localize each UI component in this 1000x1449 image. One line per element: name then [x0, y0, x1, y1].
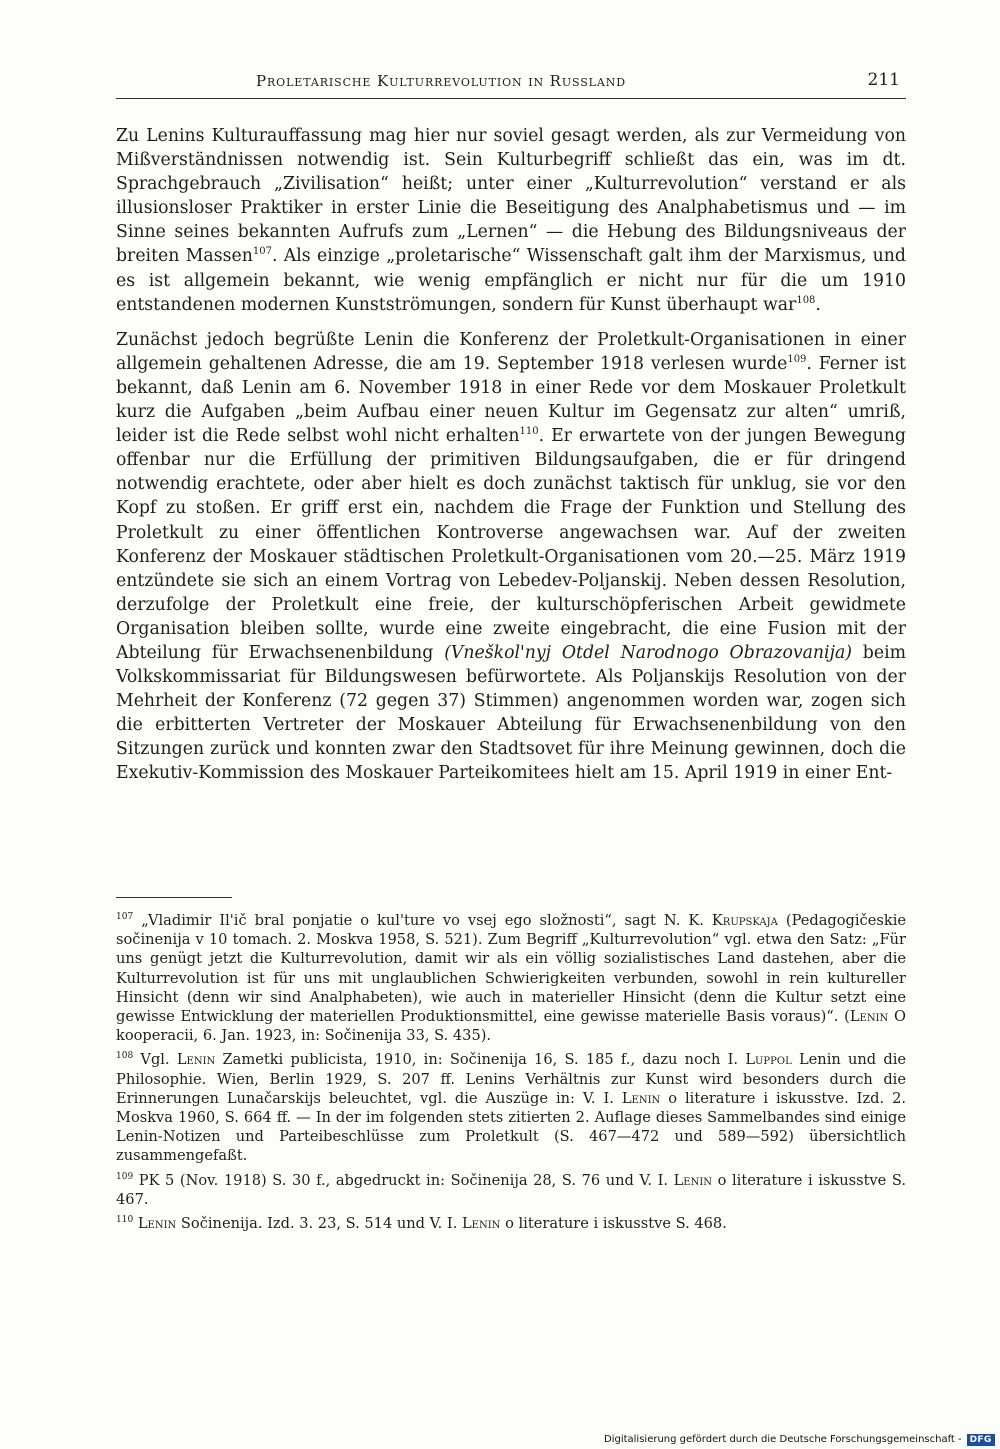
text-run: . Er erwartete von der jungen Bewegung offenbar nur die Erfüllung der primitiven Bildungsaufgaben, die er für dringend notwendig erachtete, oder aber hielt es doch zunächst taktisch für unklug, sie vor den Kopf zu stoßen. Er griff erst ein, nachdem die Frage der Funktion und Stellung des Proletkult zu einer öffentlichen Kontroverse angewachsen war. Auf der zweiten Konferenz der Moskauer städtischen Proletkult-Organisationen vom 20.—25. März 1919 entzündete sie sich an einem Vortrag von Lebedev-Poljanskij. Neben dessen Resolution, derzufolge der Proletkult eine freie, der kulturschöpferischen Arbeit gewidmete Organisation bleiben sollte, wurde eine zweite eingebracht, die eine Fusion mit der Abteilung für Erwachsenenbildung: [116, 426, 906, 663]
text-run: „Vladimir Il'ič bral ponjatie o kul'ture vo vsej ego složnosti“, sagt N. K.: [141, 912, 712, 929]
footer-text: Digitalisierung gefördert durch die Deutsche Forschungsgemeinschaft -: [604, 1434, 962, 1445]
text-run: .: [815, 294, 821, 315]
page-header: [116, 70, 906, 99]
author-name: Lenin: [849, 1008, 889, 1026]
footnote-number: 107: [116, 912, 134, 922]
paragraph: [116, 124, 906, 317]
digitization-footer: [604, 1432, 995, 1447]
text-run: (Pedagogičeskie sočinenija v 10 tomach. 2. Moskva 1958, S. 521). Zum Begriff „Kulturrevolution“ vgl. etwa den Satz: „Für uns genügt jetzt die Kulturrevolution, damit wir als ein völlig sozialistisches Land dastehen, aber die Kulturrevolution ist für uns mit unglaublichen Schwierigkeiten verbunden, sowohl in rein kultureller Hinsicht (denn wir sind Analphabeten), wie auch in materieller Hinsicht (denn die Kultur setzt eine gewisse Entwicklung der materiellen Produktionsmittel, eine gewisse materielle Basis voraus)“. (: [116, 912, 906, 1026]
author-name: Lenin: [137, 1215, 177, 1233]
footnote-number: 110: [116, 1215, 134, 1226]
text-run: . Als einzige „proletarische“ Wissenschaft galt ihm der Marxismus, und es ist allgemein bekannt, wie wenig empfänglich er nicht nur für die um 1910 entstandenen modernen Kunstströmungen, sondern für Kunst überhaupt war: [116, 246, 906, 315]
text-run: O kooperacii, 6. Jan. 1923, in: Sočinenija 33, S. 435).: [116, 1008, 906, 1045]
text-run: beim Volkskommissariat für Bildungswesen befürwortete. Als Poljanskijs Resolution von der Mehrheit der Konferenz (72 gegen 37) Stimmen) angenommen worden war, zogen sich die erbitterten Vertreter der Moskauer Abteilung für Erwachsenenbildung von den Sitzungen zurück und konnten zwar den Stadtsovet für ihre Meinung gewinnen, doch die Exekutiv-Kommission des Moskauer Parteikomitees hielt am 15. April 1919 in einer Ent-: [116, 642, 907, 784]
footnote-ref: 110: [519, 426, 539, 438]
dfg-logo: DFG: [967, 1434, 995, 1446]
author-name: Lenin: [176, 1051, 216, 1069]
text-run: Zu Lenins Kulturauffassung mag hier nur soviel gesagt werden, als zur Vermeidung von Mißverständnissen notwendig ist. Sein Kulturbegriff schließt das ein, was im dt. Sprachgebrauch „Zivilisation“ heißt; unter einer „Kulturrevolution“ verstand er als illusionsloser Praktiker in erster Linie die Beseitigung des Analphabetismus und — im Sinne seines bekannten Aufrufs zum „Lernen“ — die Hebung des Bildungsniveaus der breiten Massen: [116, 126, 906, 267]
author-name: Lenin: [621, 1089, 661, 1107]
footnote-ref: 109: [787, 353, 807, 365]
paragraph: [116, 328, 906, 786]
author-name: Luppol: [745, 1051, 792, 1069]
footnote: [116, 1050, 906, 1165]
author-name: Lenin: [673, 1171, 713, 1189]
body-text: [116, 124, 906, 797]
text-run: Zametki publicista, 1910, in: Sočinenija 16, S. 185 f., dazu noch I.: [215, 1051, 746, 1069]
footnote-divider: [116, 897, 232, 898]
footnote: [116, 911, 906, 1045]
text-run: o literature i iskusstve. Izd. 2. Moskva 1960, S. 664 ff. — In der im folgenden stets zitierten 2. Auflage dieses Sammelbandes sind einige Lenin-Notizen und Parteibeschlüsse zum Proletkult (S. 467—472 und 589—592) übersichtlich zusammengefaßt.: [116, 1089, 906, 1165]
running-title: Proletarische Kulturrevolution in Russland: [256, 72, 626, 90]
author-name: Lenin: [461, 1215, 501, 1233]
text-run: o literature i iskusstve S. 467.: [116, 1171, 906, 1208]
footnote-number: 108: [116, 1051, 134, 1062]
italic-term: (Vneškol'nyj Otdel Narodnogo Obrazovanija): [444, 642, 852, 663]
footnote: [116, 1214, 906, 1233]
footnote-number: 109: [116, 1171, 134, 1182]
text-run: Zunächst jedoch begrüßte Lenin die Konferenz der Proletkult-Organisationen in einer allgemein gehaltenen Adresse, die am 19. September 1918 verlesen wurde: [116, 329, 906, 374]
page-number: 211: [867, 70, 900, 90]
text-run: PK 5 (Nov. 1918) S. 30 f., abgedruckt in: Sočinenija 28, S. 76 und V. I.: [138, 1171, 674, 1189]
footnote: [116, 1171, 906, 1209]
author-name: Krupskaja: [711, 912, 778, 929]
footnotes: [116, 911, 906, 1238]
text-run: Vgl.: [140, 1051, 177, 1069]
text-run: Lenin und die Philosophie. Wien, Berlin 1929, S. 207 ff. Lenins Verhältnis zur Kunst wird besonders durch die Erinnerungen Lunačarskijs beleuchtet, vgl. die Auszüge in: V. I.: [116, 1051, 907, 1107]
text-run: . Ferner ist bekannt, daß Lenin am 6. November 1918 in einer Rede vor dem Moskauer Proletkult kurz die Aufgaben „beim Aufbau einer neuen Kultur im Gegensatz zur alten“ umriß, leider ist die Rede selbst wohl nicht erhalten: [116, 353, 906, 447]
footnote-ref: 108: [796, 294, 816, 306]
footnote-ref: 107: [252, 246, 272, 258]
text-run: o literature i iskusstve S. 468.: [500, 1215, 727, 1233]
text-run: Sočinenija. Izd. 3. 23, S. 514 und V. I.: [176, 1215, 462, 1233]
